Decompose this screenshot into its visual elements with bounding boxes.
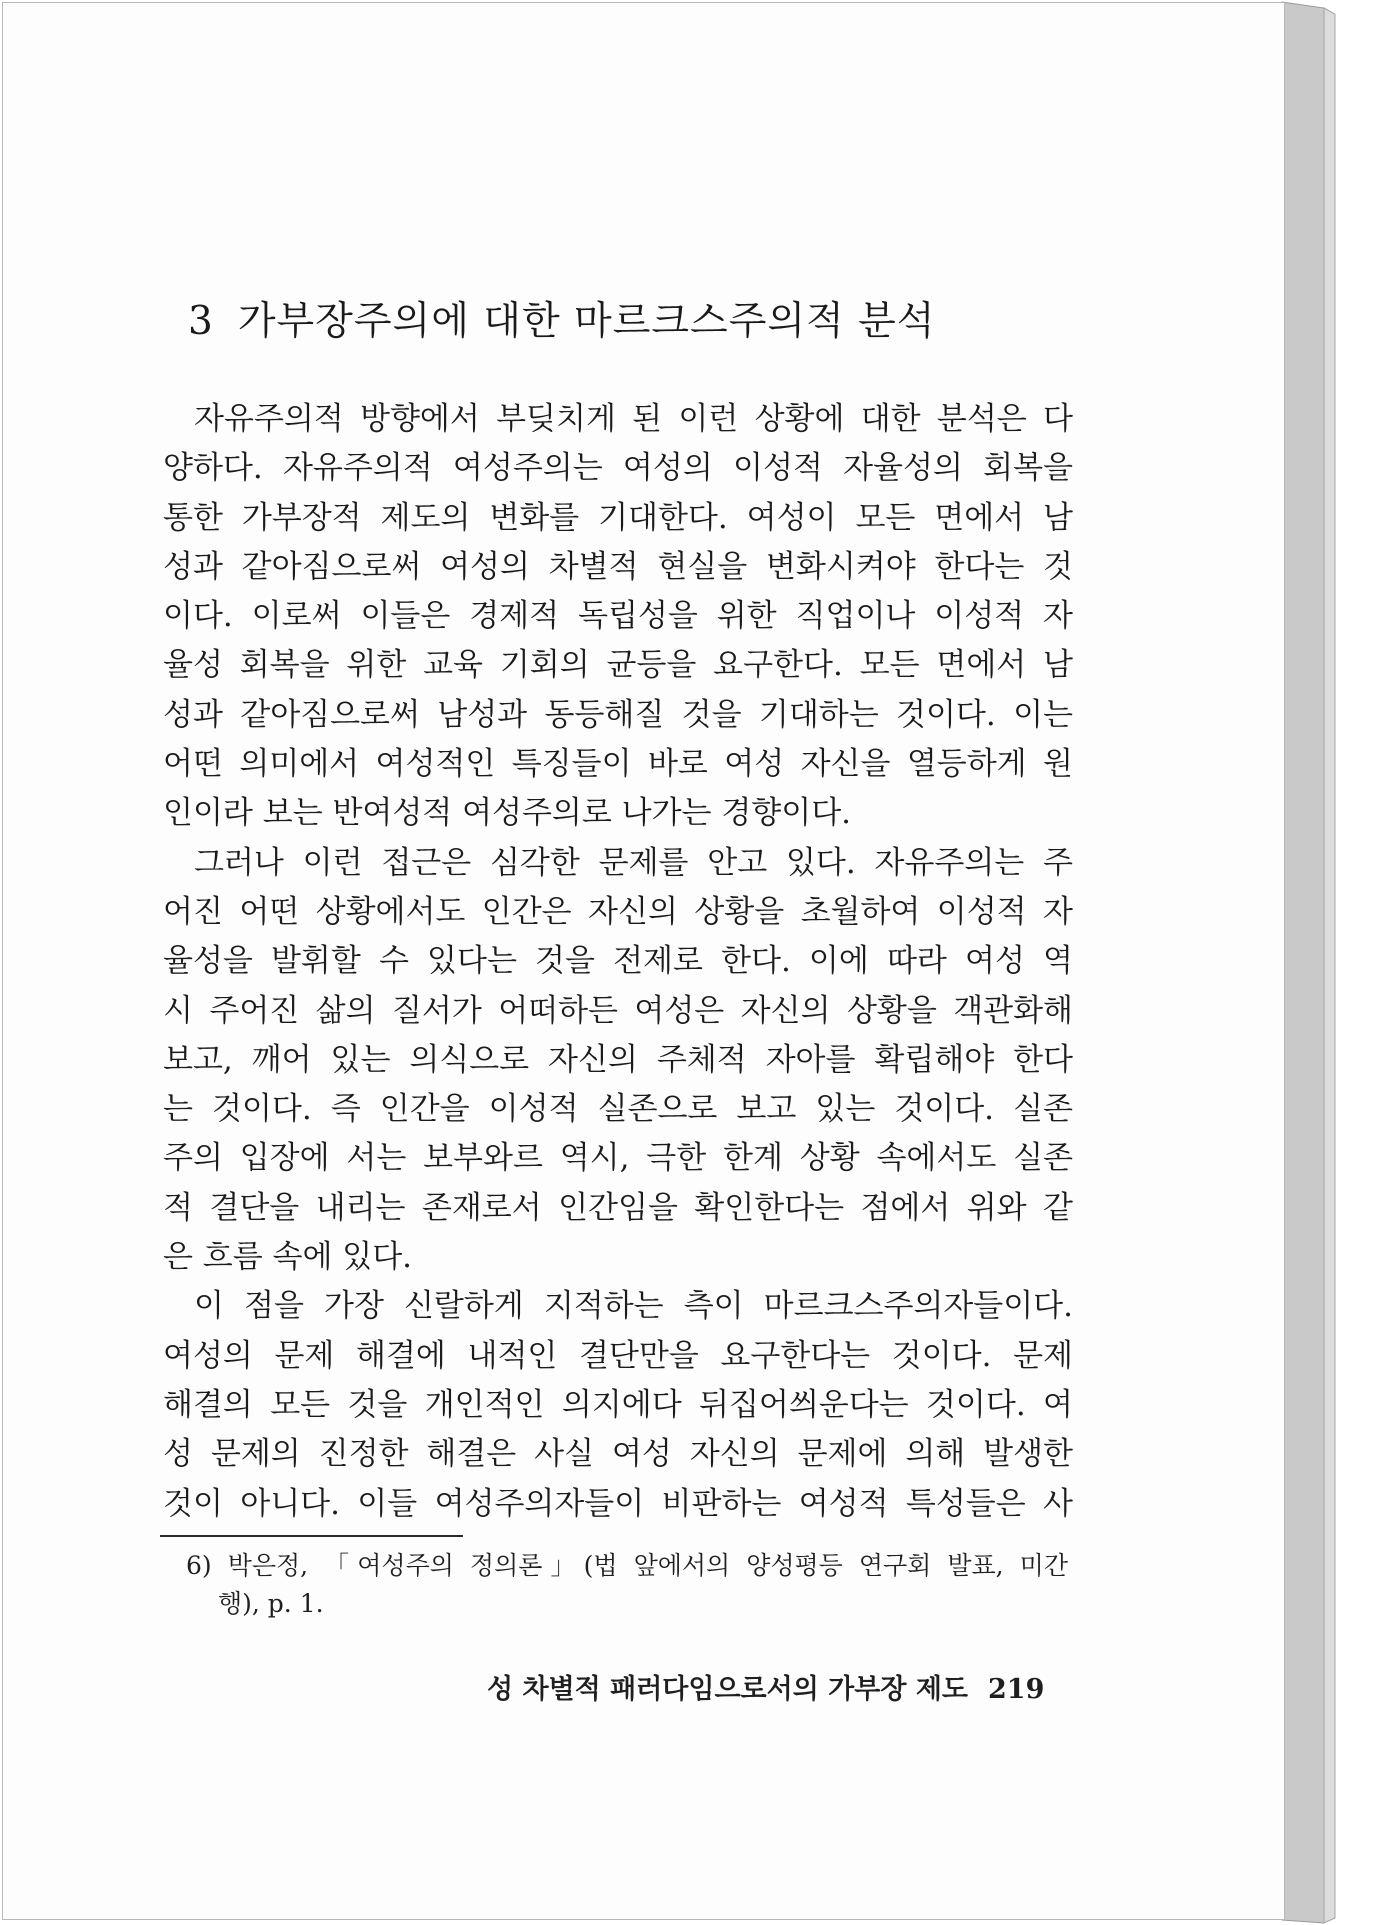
page-number: 219 — [988, 1674, 1045, 1705]
page-stack-edge — [1280, 0, 1375, 1925]
paragraph-line: 주의 입장에 서는 보부와르 역시, 극한 한계 상황 속에서도 실존 — [163, 1140, 1073, 1177]
paragraph-line: 보고, 깨어 있는 의식으로 자신의 주체적 자아를 확립해야 한다 — [163, 1041, 1073, 1078]
chapter-title: 가부장주의에 대한 마르크스주의적 분석 — [237, 299, 936, 344]
paragraph-line: 여성의 문제 해결에 내적인 결단만을 요구한다는 것이다. 문제 — [163, 1337, 1073, 1374]
footnote-line: 6) 박은정, 「여성주의 정의론」(법 앞에서의 양성평등 연구회 발표, 미간 — [186, 1551, 1068, 1580]
running-footer — [487, 1667, 1044, 1706]
chapter-number: 3 — [188, 299, 214, 344]
paragraph-line: 적 결단을 내리는 존재로서 인간임을 확인한다는 점에서 위와 같 — [163, 1189, 1073, 1226]
paragraph-line: 이 점을 가장 신랄하게 지적하는 측이 마르크스주의자들이다. — [194, 1288, 1073, 1325]
paragraph-line: 인이라 보는 반여성적 여성주의로 나가는 경향이다. — [163, 795, 851, 832]
paragraph-line: 성과 같아짐으로써 남성과 동등해질 것을 기대하는 것이다. 이는 — [163, 696, 1073, 733]
footnote-divider — [160, 1535, 463, 1537]
footnote-line: 행), p. 1. — [218, 1589, 324, 1618]
paragraph-line: 양하다. 자유주의적 여성주의는 여성의 이성적 자율성의 회복을 — [163, 450, 1073, 487]
chapter-heading — [188, 290, 935, 346]
paragraph-line: 것이 아니다. 이들 여성주의자들이 비판하는 여성적 특성들은 사 — [163, 1485, 1073, 1522]
paragraph-line: 어떤 의미에서 여성적인 특징들이 바로 여성 자신을 열등하게 원 — [163, 746, 1073, 783]
paragraph-line: 그러나 이런 접근은 심각한 문제를 안고 있다. 자유주의는 주 — [194, 844, 1073, 881]
paragraph-line: 이다. 이로써 이들은 경제적 독립성을 위한 직업이나 이성적 자 — [163, 598, 1073, 635]
paragraph-line: 성 문제의 진정한 해결은 사실 여성 자신의 문제에 의해 발생한 — [163, 1436, 1073, 1473]
footnote — [186, 1547, 1068, 1623]
paragraph-line: 은 흐름 속에 있다. — [163, 1239, 413, 1276]
running-title: 성 차별적 패러다임으로서의 가부장 제도 — [487, 1674, 968, 1705]
paragraph-line: 어진 어떤 상황에서도 인간은 자신의 상황을 초월하여 이성적 자 — [163, 893, 1073, 930]
paragraph-line: 시 주어진 삶의 질서가 어떠하든 여성은 자신의 상황을 객관화해 — [163, 992, 1073, 1029]
paragraph-line: 율성 회복을 위한 교육 기회의 균등을 요구한다. 모든 면에서 남 — [163, 647, 1073, 684]
paragraph-line: 통한 가부장적 제도의 변화를 기대한다. 여성이 모든 면에서 남 — [163, 499, 1073, 536]
paragraph-line: 해결의 모든 것을 개인적인 의지에다 뒤집어씌운다는 것이다. 여 — [163, 1386, 1073, 1423]
paragraph-line: 율성을 발휘할 수 있다는 것을 전제로 한다. 이에 따라 여성 역 — [163, 943, 1073, 980]
body-text — [163, 395, 1073, 1529]
paragraph-line: 성과 같아짐으로써 여성의 차별적 현실을 변화시켜야 한다는 것 — [163, 548, 1073, 585]
paragraph-line: 는 것이다. 즉 인간을 이성적 실존으로 보고 있는 것이다. 실존 — [163, 1091, 1073, 1128]
paragraph-line: 자유주의적 방향에서 부딪치게 된 이런 상황에 대한 분석은 다 — [194, 401, 1073, 437]
